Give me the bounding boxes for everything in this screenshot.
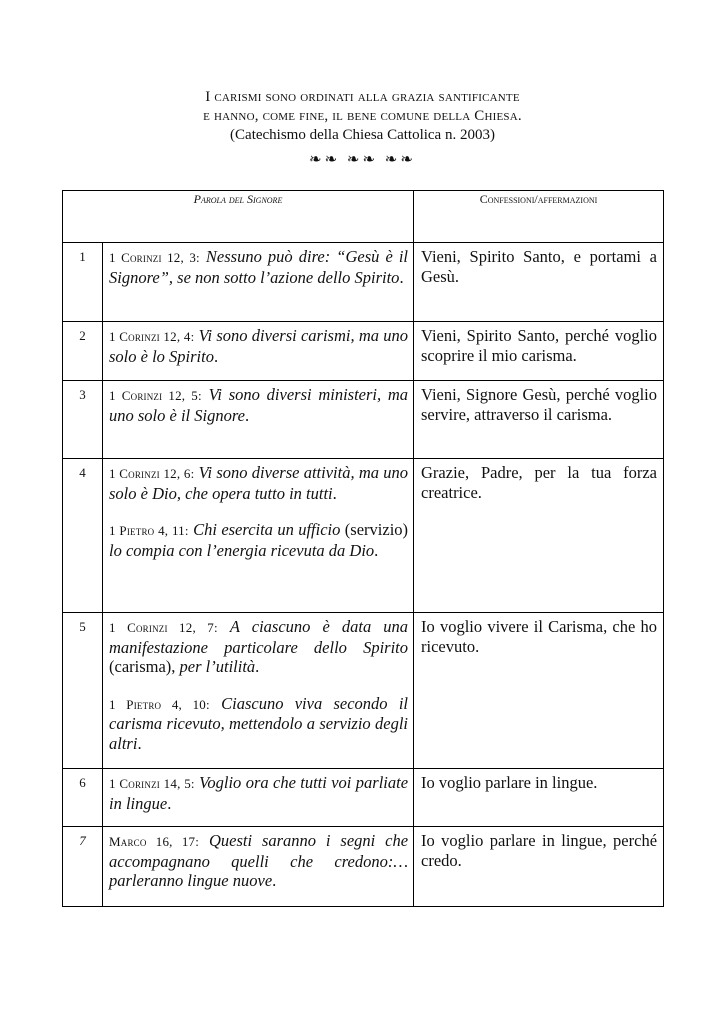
confession-cell: Io voglio parlare in lingue. <box>414 769 664 827</box>
column-header-confessions: Confessioni/affermazioni <box>414 191 664 243</box>
scripture-quote: Chi esercita un ufficio <box>193 520 341 539</box>
confession-cell: Grazie, Padre, per la tua forza creatrice. <box>414 459 664 613</box>
scripture-reference: 1 Corinzi 12, 4: <box>109 329 195 344</box>
scripture-reference: 1 Corinzi 12, 6: <box>109 466 195 481</box>
scripture-cell: 1 Corinzi 12, 4: Vi sono diversi carismi, ma uno solo è lo Spirito. <box>103 322 414 381</box>
table-header-row <box>63 191 664 243</box>
scripture-note: (carisma), <box>109 657 176 676</box>
confession-cell: Vieni, Spirito Santo, perché voglio scoprire il mio carisma. <box>414 322 664 381</box>
scripture-note: (servizio) <box>344 520 409 539</box>
table-row <box>63 769 664 827</box>
row-number: 4 <box>63 459 103 613</box>
fleuron-ornament-icon: ❧❧ ❧❧ ❧❧ <box>309 152 416 168</box>
scripture-cell: 1 Corinzi 12, 5: Vi sono diversi ministeri, ma uno solo è il Signore. <box>103 381 414 459</box>
table-row <box>63 243 664 322</box>
heading-citation: (Catechismo della Chiesa Cattolica n. 2003) <box>230 127 495 143</box>
confession-cell: Vieni, Signore Gesù, perché voglio servire, attraverso il carisma. <box>414 381 664 459</box>
scripture-reference: 1 Corinzi 12, 7: <box>109 620 218 635</box>
scripture-cell: Marco 16, 17: Questi saranno i segni che accompagnano quelli che credono:…parleranno lingue nuove. <box>103 827 414 907</box>
scripture-cell: 1 Corinzi 12, 6: Vi sono diverse attività, ma uno solo è Dio, che opera tutto in tutti. 1 Pietro 4, 11: Chi esercita un ufficio (servizio) lo compia con l’energia ricevuta da Dio. <box>103 459 414 613</box>
scripture-quote: Nessuno può dire: “Gesù è il Signore”, se non sotto l’azione dello Spirito <box>109 247 409 287</box>
scripture-reference: 1 Corinzi 14, 5: <box>109 776 195 791</box>
scripture-quote: A ciascuno è data una manifestazione particolare dello Spirito <box>109 617 409 657</box>
confession-cell: Vieni, Spirito Santo, e portami a Gesù. <box>414 243 664 322</box>
table-row <box>63 322 664 381</box>
table-row <box>63 827 664 907</box>
scripture-quote: Vi sono diversi carismi, ma uno solo è lo Spirito <box>109 326 409 366</box>
scripture-quote: per l’utilità <box>179 657 256 676</box>
heading-line-1: I carismi sono ordinati alla grazia santificante <box>205 89 520 105</box>
scripture-quote: Ciascuno viva secondo il carisma ricevuto, mettendolo a servizio degli altri <box>109 693 409 753</box>
scripture-quote: Vi sono diversi ministeri, ma uno solo è il Signore <box>109 385 409 425</box>
row-number: 5 <box>63 613 103 769</box>
confession-cell: Io voglio vivere il Carisma, che ho ricevuto. <box>414 613 664 769</box>
scripture-quote: lo compia con l’energia ricevuta da Dio <box>109 540 375 560</box>
scripture-quote: Voglio ora che tutti voi parliate in lingue <box>109 773 409 813</box>
scripture-reference: 1 Pietro 4, 11: <box>109 523 189 538</box>
scripture-quote: Vi sono diverse attività, ma uno solo è Dio, che opera tutto in tutti <box>109 463 409 503</box>
confession-cell: Io voglio parlare in lingue, perché credo. <box>414 827 664 907</box>
document-heading <box>0 88 725 170</box>
table-row <box>63 459 664 613</box>
row-number: 3 <box>63 381 103 459</box>
table-row <box>63 613 664 769</box>
heading-line-2: e hanno, come fine, il bene comune della Chiesa. <box>203 108 522 124</box>
charisms-table <box>62 190 664 907</box>
scripture-reference: 1 Pietro 4, 10: <box>109 696 210 712</box>
row-number: 1 <box>63 243 103 322</box>
scripture-quote: Questi saranno i segni che accompagnano quelli che credono:…parleranno lingue nuove <box>109 831 409 890</box>
scripture-cell: 1 Corinzi 14, 5: Voglio ora che tutti voi parliate in lingue. <box>103 769 414 827</box>
row-number: 6 <box>63 769 103 827</box>
scripture-reference: 1 Corinzi 12, 5: <box>109 388 202 403</box>
scripture-cell: 1 Corinzi 12, 7: A ciascuno è data una manifestazione particolare dello Spirito (carisma), per l’utilità. 1 Pietro 4, 10: Ciascuno viva secondo il carisma ricevuto, mettendolo a servizio degli altri. <box>103 613 414 769</box>
scripture-reference: Marco 16, 17: <box>109 834 200 849</box>
table-row <box>63 381 664 459</box>
row-number: 7 <box>63 827 103 907</box>
column-header-word: Parola del Signore <box>63 191 414 243</box>
row-number: 2 <box>63 322 103 381</box>
scripture-reference: 1 Corinzi 12, 3: <box>109 250 200 265</box>
scripture-cell: 1 Corinzi 12, 3: Nessuno può dire: “Gesù è il Signore”, se non sotto l’azione dello Spirito. <box>103 243 414 322</box>
